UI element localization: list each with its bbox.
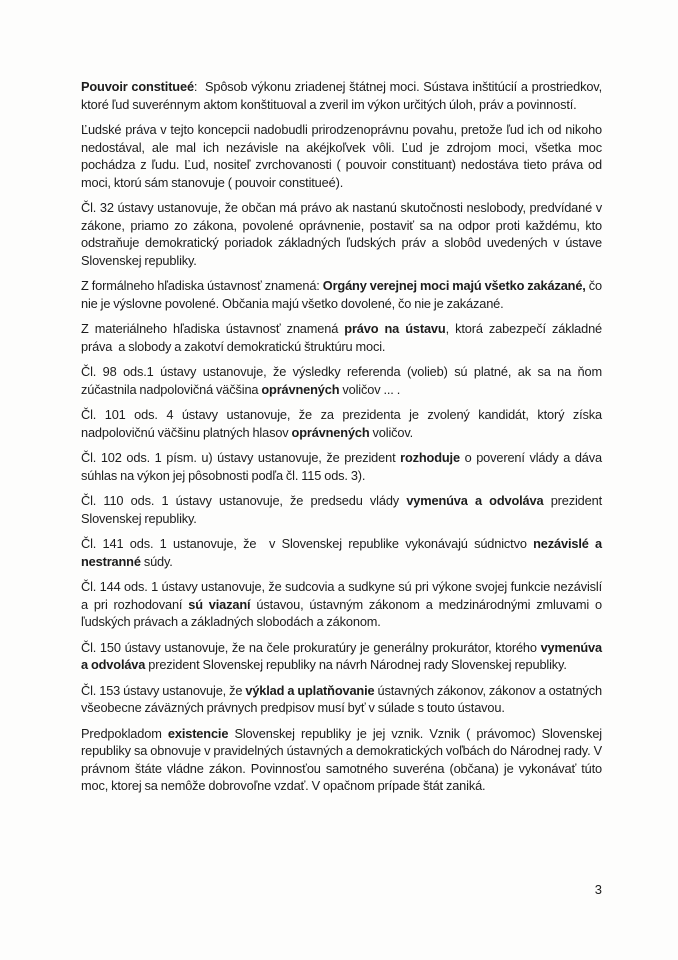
paragraph <box>81 682 602 717</box>
bold-run: vymenúva a odvoláva <box>406 493 544 508</box>
text-run: ústavou, ústavným zákonom a medzinárodnými zmluvami o ľudských právach a základných slobodách a zákonom. <box>81 596 602 629</box>
text-run: Z formálneho hľadiska ústavnosť znamená: <box>81 278 323 293</box>
text-run: o poverení vlády a dáva súhlas na výkon jej pôsobnosti podľa čl. 115 ods. 3). <box>81 450 602 483</box>
text-run: Predpokladom <box>81 725 168 741</box>
paragraph <box>81 121 602 191</box>
text-run: Čl. 110 ods. 1 ústavy ustanovuje, že predsedu vlády <box>81 493 407 508</box>
text-run: Čl. 144 ods. 1 ústavy ustanovuje, že sudcovia a sudkyne sú pri výkone svojej funkcie nezávislí a pri rozhodovaní <box>81 579 602 612</box>
bold-run: Orgány verejnej moci majú všetko zakázané, <box>322 278 586 293</box>
text-run: Čl. 98 ods.1 ústavy ustanovuje, že výsledky referenda (volieb) sú platné, ak sa na ňom zúčastnila nadpolovičná väčšina <box>81 364 602 397</box>
page-number: 3 <box>594 882 602 897</box>
bold-run: sú viazaní <box>188 596 251 612</box>
text-run: Čl. 102 ods. 1 písm. u) ústavy ustanovuje, že prezident <box>81 450 401 465</box>
paragraph <box>81 449 602 484</box>
paragraph <box>81 639 602 674</box>
text-run: voličov ... . <box>339 381 401 397</box>
paragraph <box>81 78 602 113</box>
text-run: prezident Slovenskej republiky. <box>81 493 602 526</box>
text-run: Z materiálneho hľadiska ústavnosť znamená <box>81 321 345 336</box>
bold-run: rozhoduje <box>400 450 460 465</box>
text-run: Čl. 141 ods. 1 ustanovuje, že v Slovenskej republike vykonávajú súdnictvo <box>81 536 534 551</box>
paragraph <box>81 199 602 269</box>
text-run: , ktorá zabezpečí základné práva a slobody a zakotví demokratickú štruktúru moci. <box>81 321 603 354</box>
text-run: : Spôsob výkonu zriadenej štátnej moci. Sústava inštitúcií a prostriedkov, ktoré ľud suverénnym aktom konštituoval a zveril im výkon určitých úloh, práv a povinností. <box>81 79 603 112</box>
bold-run: nezávislé a nestranné <box>81 536 602 569</box>
text-run: prezident Slovenskej republiky na návrh Národnej rady Slovenskej republiky. <box>145 657 567 672</box>
paragraph <box>81 725 602 795</box>
paragraph <box>81 406 602 441</box>
paragraph <box>81 277 602 312</box>
paragraph <box>81 363 602 398</box>
bold-run: oprávnených <box>291 424 370 440</box>
text-run: čo nie je výslovne povolené. Občania majú všetko dovolené, čo nie je zakázané. <box>81 278 602 311</box>
text-run: Čl. 150 ústavy ustanovuje, že na čele prokuratúry je generálny prokurátor, ktorého <box>81 639 541 655</box>
text-run: Čl. 101 ods. 4 ústavy ustanovuje, že za prezidenta je zvolený kandidát, ktorý získa nadpolovičnú väčšinu platných hlasov <box>81 407 602 440</box>
paragraph <box>81 535 602 570</box>
bold-run: právo na ústavu <box>344 321 446 336</box>
bold-run: výklad a uplatňovanie <box>245 682 375 698</box>
text-run: Čl. 32 ústavy ustanovuje, že občan má právo ak nastanú skutočnosti neslobody, predvídané v zákone, priamo zo zákona, povolené oprávnenie, postaviť sa na odpor proti každému, kto odstraňuje demokratický poriadok základných ľudských práv a slobôd uvedených v ústave Slovenskej republiky. <box>81 200 602 268</box>
paragraph <box>81 492 602 527</box>
document-body <box>81 78 602 803</box>
text-run: Slovenskej republiky je jej vznik. Vznik ( právomoc) Slovenskej republiky sa obnovuje v pravidelných ústavných a demokratických voľbách do Národnej rady. V právnom štáte vládne zákon. Povinnosťou samotného suveréna (občana) je vykonávať túto moc, ktorej sa nemôže dobrovoľne vzdať. V opačnom prípade štát zaniká. <box>81 725 602 793</box>
bold-run: vymenúva a odvoláva <box>81 639 602 672</box>
bold-run: existencie <box>167 725 229 741</box>
text-run: Ľudské práva v tejto koncepcii nadobudli prirodzenoprávnu povahu, pretože ľud ich od nikoho nedostával, ale mal ich nezávisle na akéjkoľvek vôli. Ľud je zdrojom moci, všetka moc pochádza z ľudu. Ľud, nositeľ zvrchovanosti ( pouvoir constituant) nedostáva tieto práva od moci, ktorú sám stanovuje ( pouvoir constitueé). <box>81 122 602 190</box>
text-run: ústavných zákonov, zákonov a ostatných všeobecne záväzných právnych predpisov musí byť v súlade s touto ústavou. <box>81 682 602 715</box>
text-run: súdy. <box>140 553 173 569</box>
text-run: voličov. <box>369 424 414 440</box>
text-run: Čl. 153 ústavy ustanovuje, že <box>81 682 246 698</box>
bold-run: oprávnených <box>261 381 340 397</box>
bold-run: Pouvoir constitueé <box>81 79 194 94</box>
paragraph <box>81 578 602 631</box>
paragraph <box>81 320 602 355</box>
